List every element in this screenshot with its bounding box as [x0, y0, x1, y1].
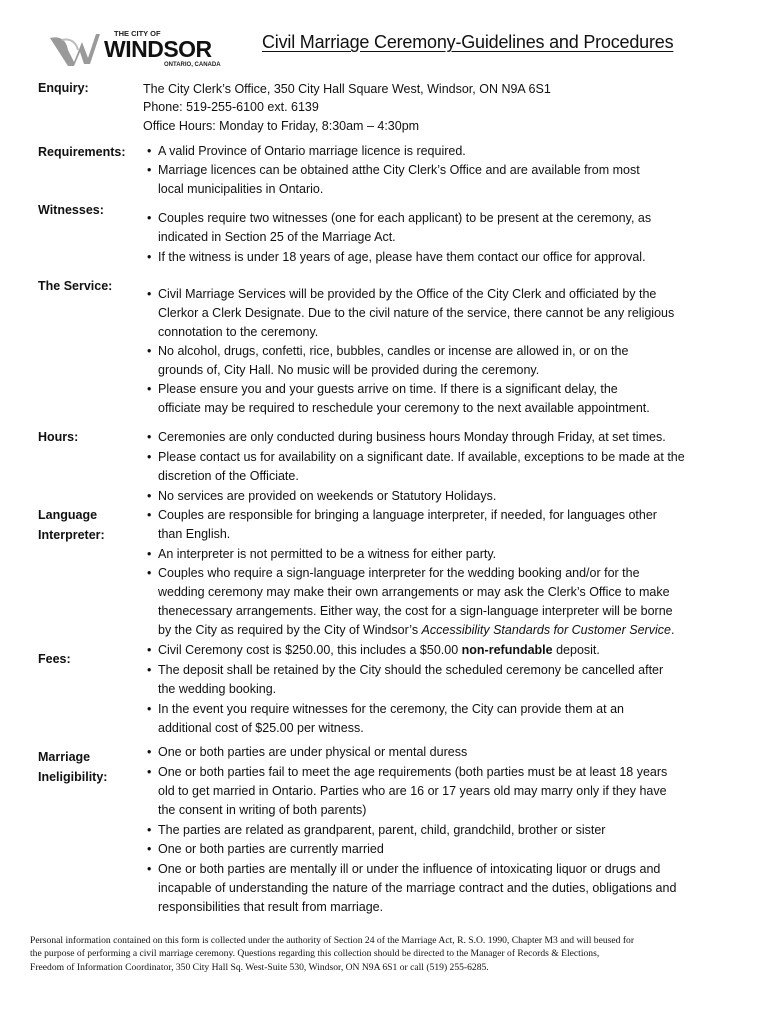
svg-text:ONTARIO, CANADA: ONTARIO, CANADA: [164, 62, 221, 68]
requirements-label: Requirements:: [38, 145, 126, 159]
enquiry-address: The City Clerk’s Office, 350 City Hall Square West, Windsor, ON N9A 6S1: [143, 82, 551, 96]
list-item-continued: indicated in Section 25 of the Marriage Act.: [158, 230, 396, 244]
list-item: • Marriage licences can be obtained atthe City Clerk’s Office and are available from most: [147, 163, 640, 177]
list-item-continued: discretion of the Officiate.: [158, 469, 299, 483]
list-item-continued: than English.: [158, 527, 231, 541]
list-item: • A valid Province of Ontario marriage licence is required.: [147, 144, 466, 158]
windsor-logo-mark: [48, 24, 240, 68]
list-item: • One or both parties are currently married: [147, 842, 384, 856]
list-item: • Couples require two witnesses (one for each applicant) to be present at the ceremony, as: [147, 211, 652, 225]
svg-text:THE CITY OF: THE CITY OF: [114, 29, 161, 38]
ineligibility-label-line1: Marriage: [38, 750, 91, 764]
language-label-line2: Interpreter:: [38, 528, 105, 542]
privacy-notice-line: the purpose of performing a civil marriage ceremony. Questions regarding this collection should be directed to the Manager of Records & Elections,: [30, 948, 600, 960]
list-item: • One or both parties are mentally ill or under the influence of intoxicating liquor or drugs and: [147, 862, 661, 876]
list-item: • One or both parties are under physical or mental duress: [147, 745, 468, 759]
list-item: • In the event you require witnesses for the ceremony, the City can provide them at an: [147, 702, 624, 716]
list-item-continued: local municipalities in Ontario.: [158, 182, 324, 196]
enquiry-hours: Office Hours: Monday to Friday, 8:30am – 4:30pm: [143, 119, 420, 133]
list-item: • Please ensure you and your guests arrive on time. If there is a significant delay, the: [147, 382, 618, 396]
list-item: • If the witness is under 18 years of age, please have them contact our office for approval.: [147, 250, 646, 264]
accessibility-standards-title: Accessibility Standards for Customer Service: [421, 623, 671, 637]
privacy-notice-line: Personal information contained on this form is collected under the authority of Section 24 of the Marriage Act, R. S.O. 1990, Chapter M3 and will beused for: [30, 935, 635, 946]
list-item-continued: additional cost of $25.00 per witness.: [158, 721, 364, 735]
list-item: • One or both parties fail to meet the age requirements (both parties must be at least 18 years: [147, 765, 668, 779]
list-item: • The deposit shall be retained by the City should the scheduled ceremony be cancelled after: [147, 663, 664, 677]
list-item-continued: the wedding booking.: [158, 682, 277, 696]
list-item: • Please contact us for availability on a significant date. If available, exceptions to be made at the: [147, 450, 685, 464]
hours-label: Hours:: [38, 430, 79, 444]
svg-text:WINDSOR: WINDSOR: [104, 36, 212, 62]
list-item: • No alcohol, drugs, confetti, rice, bubbles, candles or incense are allowed in, or on the: [147, 344, 629, 358]
list-item-continued: thenecessary arrangements. Either way, the cost for a sign-language interpreter will be borne: [158, 604, 673, 618]
list-item-continued: officiate may be required to reschedule your ceremony to the next available appointment.: [158, 401, 650, 415]
list-item: • Couples who require a sign-language interpreter for the wedding booking and/or for the: [147, 566, 640, 580]
list-item-continued: incapable of understanding the nature of the marriage contract and the duties, obligations and: [158, 881, 677, 895]
fees-label: Fees:: [38, 652, 71, 666]
list-item: • Couples are responsible for bringing a language interpreter, if needed, for languages other: [147, 508, 657, 522]
non-refundable-text: non-refundable: [461, 643, 553, 657]
list-item-continued: by the City as required by the City of Windsor’s Accessibility Standards for Customer Service.: [158, 623, 675, 637]
list-item-continued: responsibilities that result from marriage.: [158, 900, 384, 914]
privacy-notice: [30, 934, 745, 974]
list-item-continued: the consent in writing of both parents): [158, 803, 367, 817]
language-label-line1: Language: [38, 508, 98, 522]
witnesses-label: Witnesses:: [38, 203, 104, 217]
list-item: • Civil Marriage Services will be provided by the Office of the City Clerk and officiated by the: [147, 287, 657, 301]
list-item-continued: grounds of, City Hall. No music will be provided during the ceremony.: [158, 363, 540, 377]
list-item-continued: old to get married in Ontario. Parties who are 16 or 17 years old may marry only if they have: [158, 784, 667, 798]
enquiry-label: Enquiry:: [38, 81, 89, 95]
page-title: Civil Marriage Ceremony-Guidelines and Procedures: [262, 32, 674, 52]
enquiry-phone: Phone: 519-255-6100 ext. 6139: [143, 100, 319, 114]
service-label: The Service:: [38, 279, 113, 293]
list-item: • An interpreter is not permitted to be a witness for either party.: [147, 547, 497, 561]
privacy-notice-line: Freedom of Information Coordinator, 350 City Hall Sq. West-Suite 530, Windsor, ON N9A 6S1 or call (519) 255-6285.: [30, 961, 489, 973]
city-of-windsor-logo: [48, 24, 240, 68]
list-item: • The parties are related as grandparent, parent, child, grandchild, brother or sister: [147, 823, 606, 837]
list-item: • Civil Ceremony cost is $250.00, this includes a $50.00 non-refundable deposit.: [147, 643, 600, 657]
list-item-continued: wedding ceremony may make their own arrangements or may ask the Clerk’s Office to make: [158, 585, 670, 599]
ineligibility-label-line2: Ineligibility:: [38, 770, 108, 784]
list-item-continued: Clerkor a Clerk Designate. Due to the civil nature of the service, there cannot be any religious: [158, 306, 675, 320]
list-item-continued: connotation to the ceremony.: [158, 325, 319, 339]
list-item: • No services are provided on weekends or Statutory Holidays.: [147, 489, 497, 503]
list-item: • Ceremonies are only conducted during business hours Monday through Friday, at set times.: [147, 430, 666, 444]
